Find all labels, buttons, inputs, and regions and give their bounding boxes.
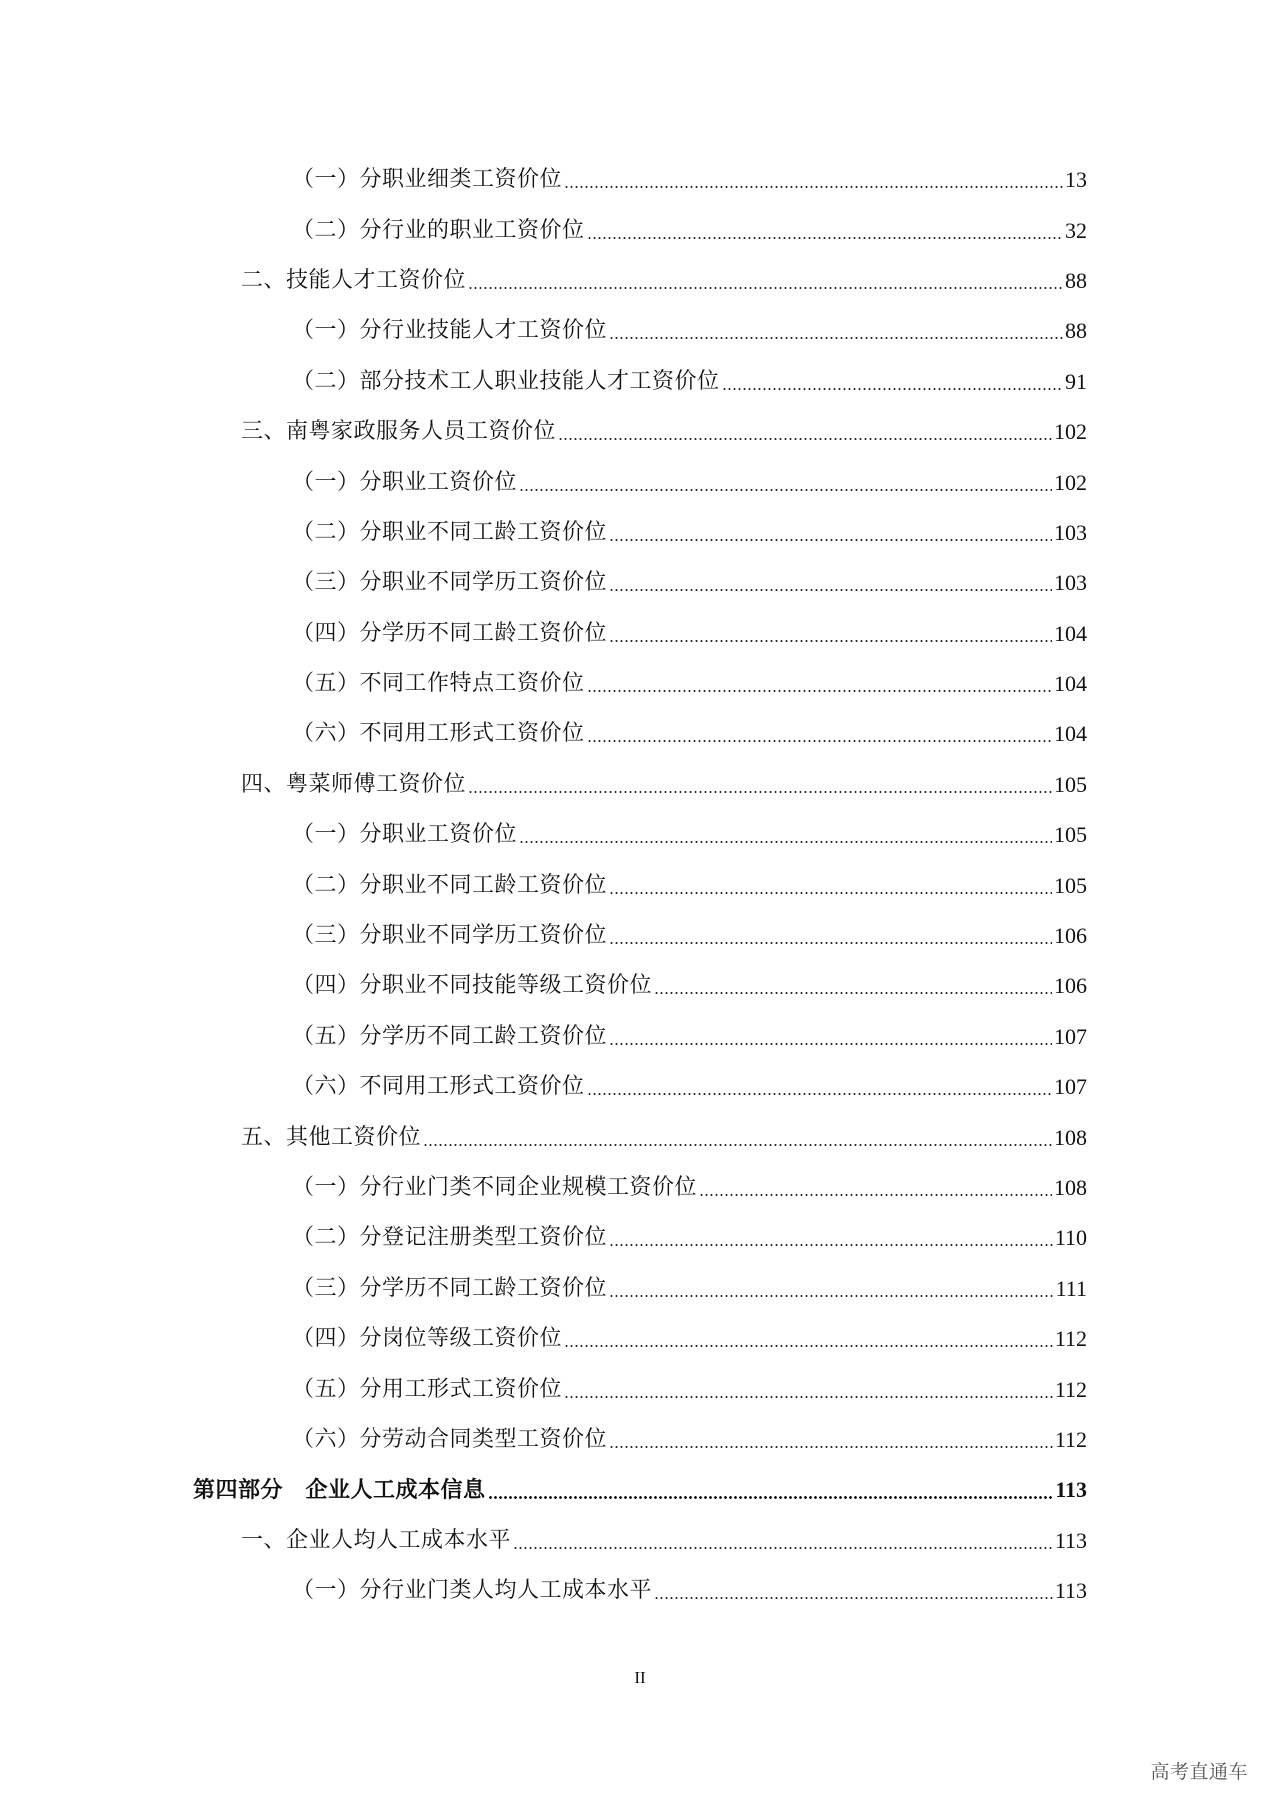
toc-entry-page-number: 88 (1065, 318, 1087, 344)
toc-entry-title: 二、技能人才工资价位 (241, 267, 467, 293)
toc-entry[interactable] (0, 709, 1280, 759)
toc-entry-page-number: 107 (1054, 1023, 1087, 1049)
toc-entry[interactable] (0, 911, 1280, 961)
toc-dot-leader (558, 438, 1052, 440)
toc-entry[interactable] (0, 1163, 1280, 1213)
toc-entry[interactable] (0, 357, 1280, 407)
toc-entry[interactable] (0, 306, 1280, 356)
toc-entry-page-number: 113 (1054, 1578, 1087, 1604)
toc-entry[interactable] (0, 558, 1280, 608)
toc-entry-page-number: 105 (1054, 771, 1087, 797)
toc-entry-page-number: 113 (1054, 1527, 1087, 1553)
toc-entry[interactable] (0, 1213, 1280, 1263)
toc-dot-leader (609, 1244, 1053, 1246)
watermark: 高考直通车 (1150, 1761, 1248, 1783)
toc-entry-title: （二）分职业不同工龄工资价位 (292, 519, 608, 545)
toc-dot-leader (587, 690, 1052, 692)
toc-entry[interactable] (0, 1415, 1280, 1465)
toc-entry-page-number: 104 (1054, 620, 1087, 646)
toc-dot-leader (488, 1496, 1054, 1499)
toc-entry-title: （三）分职业不同学历工资价位 (292, 923, 608, 949)
toc-entry-title: （一）分职业工资价位 (292, 822, 518, 848)
toc-entry-title: （二）分行业的职业工资价位 (292, 217, 585, 243)
toc-dot-leader (609, 589, 1052, 591)
toc-entry-title: （五）不同工作特点工资价位 (292, 671, 585, 697)
toc-entry[interactable] (0, 1314, 1280, 1364)
toc-entry-title: （六）不同用工形式工资价位 (292, 721, 585, 747)
toc-entry-page-number: 107 (1054, 1074, 1087, 1100)
toc-entry[interactable] (0, 457, 1280, 507)
toc-dot-leader (587, 740, 1052, 742)
toc-entry-title: （一）分职业细类工资价位 (292, 167, 563, 193)
toc-dot-leader (519, 841, 1052, 843)
toc-dot-leader (654, 992, 1052, 994)
toc-dot-leader (699, 1194, 1052, 1196)
toc-dot-leader (609, 640, 1052, 642)
toc-entry-title: （三）分职业不同学历工资价位 (292, 570, 608, 596)
toc-entry[interactable] (0, 1112, 1280, 1162)
toc-dot-leader (564, 186, 1063, 188)
toc-entry-title: （五）分学历不同工龄工资价位 (292, 1023, 608, 1049)
toc-entry-page-number: 110 (1054, 1225, 1087, 1251)
toc-entry-page-number: 112 (1054, 1426, 1087, 1452)
toc-entry[interactable] (0, 1012, 1280, 1062)
toc-entry-page-number: 102 (1054, 419, 1087, 445)
toc-entry-title: 四、粤菜师傅工资价位 (241, 771, 467, 797)
toc-entry[interactable] (0, 609, 1280, 659)
toc-entry-page-number: 108 (1054, 1175, 1087, 1200)
toc-entry[interactable] (0, 1264, 1280, 1314)
toc-entry[interactable] (0, 1465, 1280, 1515)
toc-entry-title: （五）分用工形式工资价位 (292, 1376, 563, 1402)
toc-entry-page-number: 105 (1054, 822, 1087, 848)
toc-entry-title: （一）分行业门类不同企业规模工资价位 (292, 1175, 698, 1200)
toc-entry-page-number: 105 (1054, 872, 1087, 898)
toc-entry[interactable] (0, 407, 1280, 457)
toc-entry[interactable] (0, 659, 1280, 709)
toc-dot-leader (722, 388, 1063, 390)
toc-dot-leader (609, 539, 1052, 541)
toc-entry-title: （二）分登记注册类型工资价位 (292, 1225, 608, 1251)
toc-entry-page-number: 88 (1065, 267, 1087, 293)
toc-entry[interactable] (0, 810, 1280, 860)
toc-entry-title: （一）分行业门类人均人工成本水平 (292, 1578, 653, 1604)
toc-entry[interactable] (0, 256, 1280, 306)
toc-entry-page-number: 104 (1054, 671, 1087, 697)
toc-entry-title: （一）分职业工资价位 (292, 469, 518, 495)
toc-dot-leader (468, 287, 1063, 289)
toc-dot-leader (609, 942, 1052, 944)
toc-entry-title: （四）分岗位等级工资价位 (292, 1326, 563, 1352)
toc-dot-leader (423, 1144, 1052, 1146)
toc-entry-page-number: 112 (1054, 1326, 1087, 1352)
toc-entry-title: （二）分职业不同工龄工资价位 (292, 872, 608, 898)
toc-dot-leader (609, 337, 1063, 339)
toc-entry[interactable] (0, 760, 1280, 810)
toc-entry-page-number: 102 (1054, 469, 1087, 495)
toc-entry-title: 五、其他工资价位 (241, 1124, 422, 1150)
toc-dot-leader (609, 892, 1052, 894)
toc-entry-title: （四）分学历不同工龄工资价位 (292, 620, 608, 646)
toc-entry-page-number: 103 (1054, 519, 1087, 545)
toc-dot-leader (587, 237, 1063, 239)
toc-entry[interactable] (0, 1566, 1280, 1616)
toc-entry-page-number: 91 (1065, 368, 1087, 394)
page-number: II (634, 1668, 646, 1687)
toc-entry-page-number: 112 (1054, 1376, 1087, 1402)
toc-entry-title: （六）分劳动合同类型工资价位 (292, 1426, 608, 1452)
toc-entry-page-number: 113 (1055, 1477, 1087, 1503)
toc-dot-leader (513, 1547, 1053, 1549)
toc-dot-leader (587, 1093, 1052, 1095)
toc-dot-leader (654, 1597, 1053, 1599)
toc-entry-title: （二）部分技术工人职业技能人才工资价位 (292, 368, 720, 394)
toc-dot-leader (609, 1295, 1054, 1297)
toc-dot-leader (609, 1446, 1053, 1448)
toc-entry[interactable] (0, 1516, 1280, 1566)
toc-entry[interactable] (0, 155, 1280, 205)
toc-entry-title: 三、南粤家政服务人员工资价位 (241, 419, 557, 445)
toc-entry[interactable] (0, 961, 1280, 1011)
toc-entry-title: （一）分行业技能人才工资价位 (292, 318, 608, 344)
toc-entry-page-number: 111 (1055, 1275, 1087, 1301)
toc-entry[interactable] (0, 1062, 1280, 1112)
toc-entry-title: 第四部分 企业人工成本信息 (193, 1477, 486, 1504)
toc-dot-leader (609, 1043, 1052, 1045)
toc-entry-title: （四）分职业不同技能等级工资价位 (292, 973, 653, 999)
toc-dot-leader (468, 791, 1052, 793)
table-of-contents (0, 155, 1280, 1616)
toc-entry-page-number: 32 (1065, 217, 1087, 243)
toc-entry-title: （六）不同用工形式工资价位 (292, 1074, 585, 1100)
toc-entry-page-number: 13 (1065, 167, 1087, 193)
toc-entry[interactable] (0, 508, 1280, 558)
toc-dot-leader (564, 1396, 1053, 1398)
toc-entry-page-number: 106 (1054, 973, 1087, 999)
toc-entry-page-number: 103 (1054, 570, 1087, 596)
toc-entry-page-number: 104 (1054, 721, 1087, 747)
toc-entry-page-number: 106 (1054, 923, 1087, 949)
toc-entry[interactable] (0, 860, 1280, 910)
toc-entry-page-number: 108 (1054, 1124, 1087, 1150)
toc-entry[interactable] (0, 1364, 1280, 1414)
toc-entry[interactable] (0, 205, 1280, 255)
toc-dot-leader (519, 489, 1052, 491)
toc-entry-title: 一、企业人均人工成本水平 (241, 1527, 512, 1553)
toc-dot-leader (564, 1345, 1053, 1347)
toc-entry-title: （三）分学历不同工龄工资价位 (292, 1275, 608, 1301)
